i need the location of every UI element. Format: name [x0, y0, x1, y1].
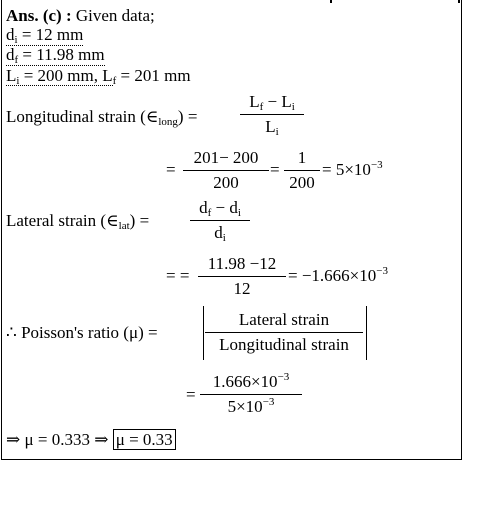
longitudinal-result: = $5\times 10^{-3}$: [322, 159, 383, 179]
longitudinal-eq2: =: [270, 160, 280, 179]
final-boxed-answer: μ = 0.33: [113, 429, 176, 450]
longitudinal-eq1: =: [166, 160, 176, 179]
lateral-strain-label: Lateral strain $(\in_{lat})$ =: [6, 211, 150, 232]
lateral-formula: $d_f - d_i$ $d_i$: [190, 198, 250, 243]
longitudinal-strain-label: Longitudinal strain $(\in_{long})$ =: [6, 107, 198, 128]
poisson-formula: Lateral strain Longitudinal strain: [205, 310, 363, 355]
poisson-value: $1.666\times 10^{-3}$ $5\times 10^{-3}$: [200, 372, 302, 417]
lateral-result: = $-1.666\times 10^{-3}$: [288, 265, 388, 285]
lateral-step: 11.98 −12 12: [198, 254, 286, 299]
answer-header: [6, 6, 155, 26]
longitudinal-simplified: 1 200: [284, 148, 320, 193]
lateral-eq: = =: [166, 266, 190, 285]
poisson-eq: =: [186, 385, 196, 404]
given-df: $d_f = 11.98$ mm: [6, 45, 105, 66]
given-data-label: Given data;: [75, 6, 155, 25]
poisson-ratio-label: ∴ Poisson's ratio (μ) =: [6, 323, 158, 342]
longitudinal-formula: $L_f - L_i$ $L_i$: [240, 92, 304, 137]
given-di: $d_i = 12$ mm: [6, 25, 84, 46]
final-result: ⇒ μ = 0.333 ⇒ μ = 0.33: [6, 430, 176, 450]
longitudinal-step: 201− 200 200: [183, 148, 269, 193]
given-lengths: $L_i = 200$ mm, $L_f = 201$ mm: [6, 66, 191, 87]
answer-label: Ans. (c) :: [6, 6, 72, 25]
top-edge-marks: [250, 0, 460, 3]
